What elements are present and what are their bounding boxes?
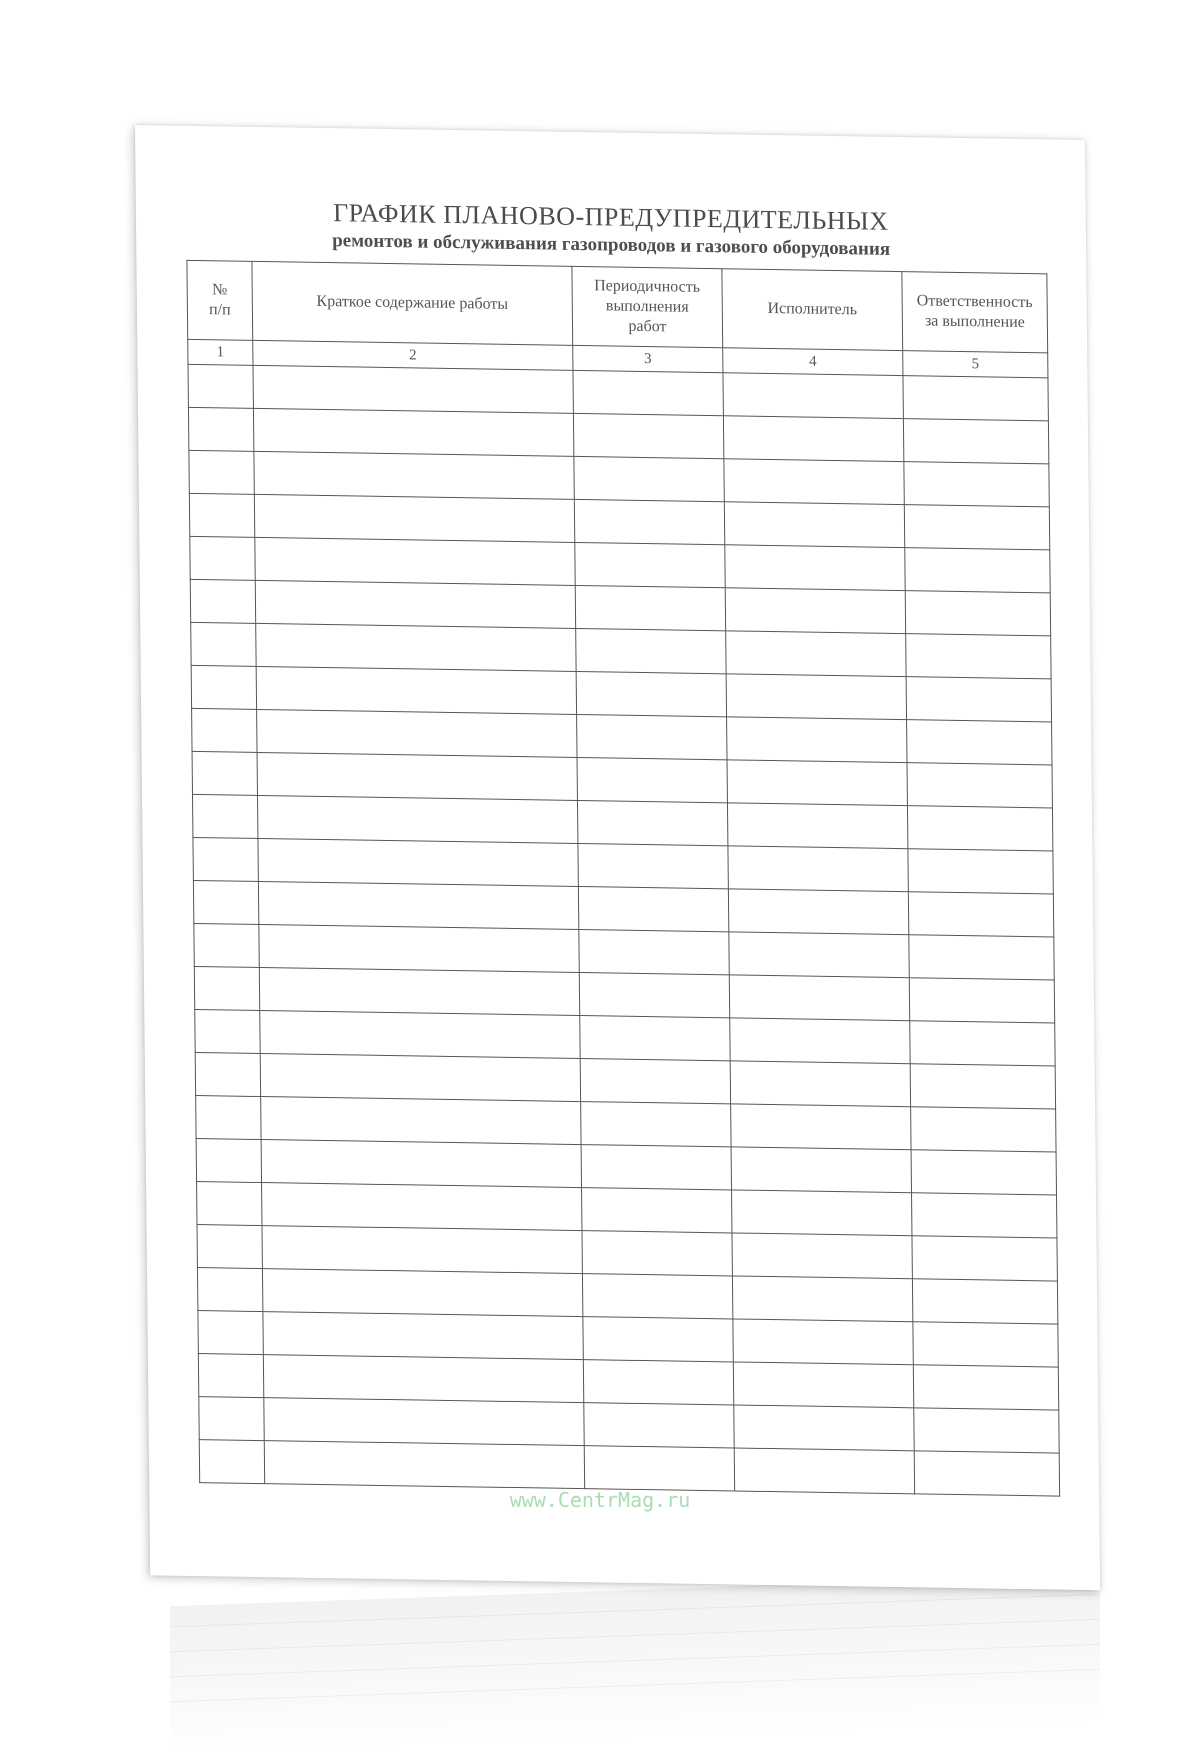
table-cell [912,1279,1057,1324]
table-cell [733,1362,913,1408]
table-cell [905,591,1050,636]
table-cell [733,1319,913,1365]
table-cell [576,628,726,673]
table-cell [192,751,257,795]
table-cell [724,502,904,548]
table-cell [731,1147,911,1193]
header-responsibility: Ответственность за выполнение [902,272,1048,353]
table-cell [909,978,1054,1023]
table-cell [584,1403,734,1448]
table-cell [580,1059,730,1104]
table-cell [191,665,256,709]
table-cell [198,1354,263,1398]
table-cell [730,1061,910,1107]
table-cell [578,843,728,888]
table-cell [195,1052,260,1096]
table-cell [573,370,723,415]
table-cell [582,1274,732,1319]
table-cell [192,708,257,752]
table-cell [576,671,726,716]
table-cell [725,545,905,591]
table-cell [254,494,574,542]
column-number: 3 [573,345,723,372]
table-cell [911,1150,1056,1195]
table-cell [727,760,907,806]
table-cell [264,1398,584,1446]
table-cell [259,924,579,972]
table-cell [908,892,1053,937]
table-cell [914,1408,1059,1453]
table-cell [583,1360,733,1405]
column-number: 5 [903,351,1048,378]
header-periodicity: Периодичность выполнения работ [572,266,723,347]
table-cell [908,849,1053,894]
table-cell [907,806,1052,851]
document-title: ГРАФИК ПЛАНОВО-ПРЕДУПРЕДИТЕЛЬНЫХ [333,198,889,236]
table-cell [906,677,1051,722]
table-cell [579,973,729,1018]
table-cell [188,407,253,451]
table-cell [262,1269,582,1317]
table-cell [574,499,724,544]
table-cell [903,376,1048,421]
table-cell [723,416,903,462]
table-cell [907,720,1052,765]
table-cell [577,757,727,802]
table-cell [728,889,908,935]
watermark: www.CentrMag.ru [509,1488,691,1512]
table-cell [912,1236,1057,1281]
table-cell [582,1188,732,1233]
table-cell [260,1054,580,1102]
table-cell [582,1231,732,1276]
table-cell [194,923,259,967]
table-cell [734,1448,914,1494]
table-cell [263,1312,583,1360]
table-cell [255,580,575,628]
table-cell [191,622,256,666]
table-cell [253,408,573,456]
table-cell [725,588,905,634]
table-cell [724,459,904,505]
table-cell [729,975,909,1021]
table-cell [197,1182,262,1226]
table-cell [904,505,1049,550]
table-cell [257,795,577,843]
table-cell [726,674,906,720]
table-cell [253,365,573,413]
table-cell [584,1446,734,1491]
table-cell [256,623,576,671]
table-cell [188,364,253,408]
table-cell [258,881,578,929]
table-cell [261,1140,581,1188]
table-cell [189,493,254,537]
table-cell [732,1233,912,1279]
table-cell [723,373,903,419]
table-cell [728,846,908,892]
table-cell [575,542,725,587]
table-cell [258,838,578,886]
table-cell [193,880,258,924]
table-cell [577,714,727,759]
sheet-reflection [170,1574,1100,1748]
header-work-summary: Краткое содержание работы [252,261,573,345]
table-cell [580,1016,730,1061]
table-cell [264,1441,584,1489]
table-cell [726,631,906,677]
table-cell [727,803,907,849]
table-cell [732,1190,912,1236]
table-cell [579,930,729,975]
table-cell [260,1011,580,1059]
table-cell [261,1097,581,1145]
table-cell [195,1009,260,1053]
table-cell [910,1021,1055,1066]
table-cell [727,717,907,763]
table-cell [199,1397,264,1441]
table-cell [257,709,577,757]
header-number: № п/п [187,260,253,340]
form-sheet [135,125,1100,1590]
table-cell [577,800,727,845]
table-cell [734,1405,914,1451]
table-cell [193,837,258,881]
table-cell [259,967,579,1015]
table-cell [197,1268,262,1312]
table-cell [911,1107,1056,1152]
table-cell [906,634,1051,679]
table-cell [575,585,725,630]
table-cell [190,579,255,623]
table-cell [578,887,728,932]
table-cell [574,456,724,501]
table-cell [190,536,255,580]
table-cell [581,1102,731,1147]
table-cell [197,1225,262,1269]
table-cell [262,1226,582,1274]
table-cell [198,1311,263,1355]
table-cell [913,1322,1058,1367]
table-cell [731,1104,911,1150]
table-cell [263,1355,583,1403]
table-cell [255,537,575,585]
column-number: 4 [723,348,903,376]
table-cell [196,1139,261,1183]
table-cell [583,1317,733,1362]
table-cell [194,966,259,1010]
table-cell [573,413,723,458]
table-cell [254,451,574,499]
column-number: 1 [188,339,253,365]
schedule-table [186,260,1060,1497]
table-cell [256,666,576,714]
table-cell [732,1276,912,1322]
table-cell [903,419,1048,464]
table-cell [912,1193,1057,1238]
table-cell [257,752,577,800]
table-cell [729,932,909,978]
table-cell [192,794,257,838]
table-cell [581,1145,731,1190]
table-cell [907,763,1052,808]
table-cell [910,1064,1055,1109]
document-subtitle: ремонтов и обслуживания газопроводов и газового оборудования [332,230,891,260]
table-cell [909,935,1054,980]
header-executor: Исполнитель [722,269,903,351]
table-cell [904,462,1049,507]
header-row [187,260,1048,353]
table-cell [262,1183,582,1231]
table-cell [199,1440,264,1484]
table-cell [189,450,254,494]
column-number: 2 [253,340,573,370]
table-cell [730,1018,910,1064]
table-cell [913,1365,1058,1410]
table-cell [196,1096,261,1140]
table-cell [905,548,1050,593]
